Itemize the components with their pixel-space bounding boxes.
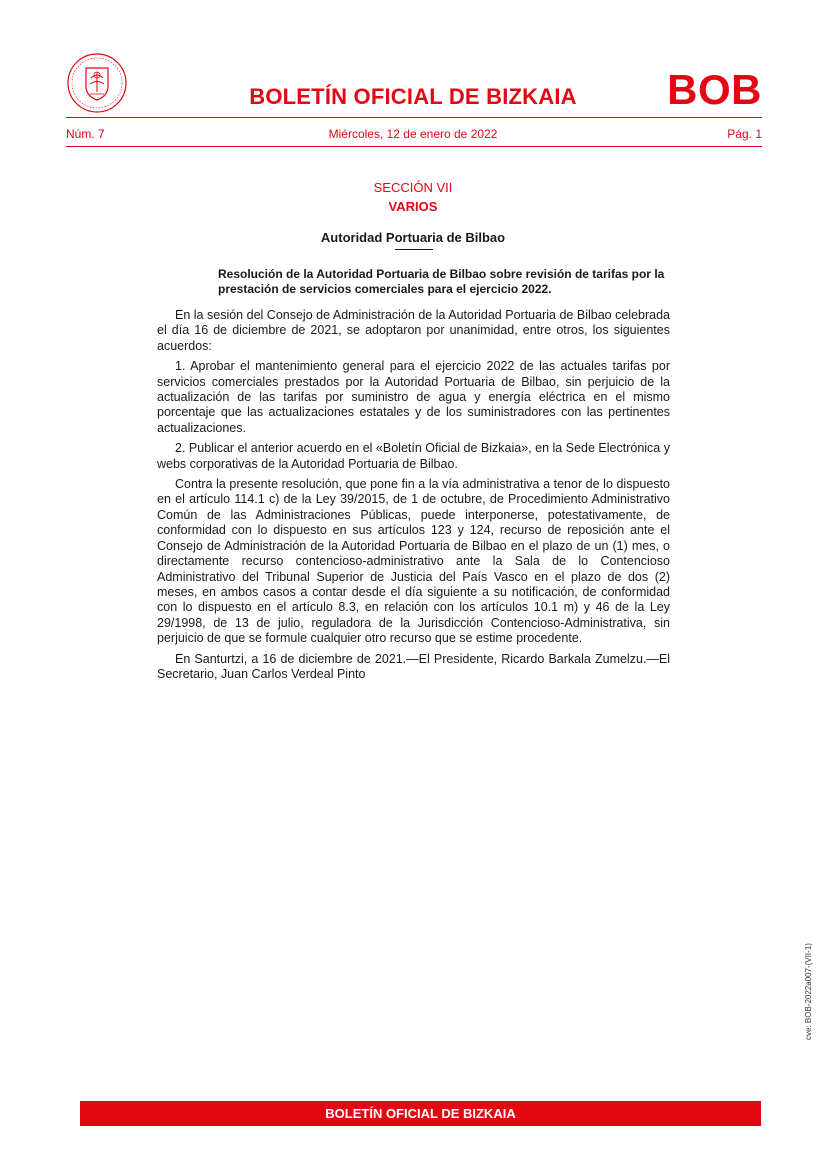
- page-number: Pág. 1: [727, 127, 762, 141]
- bob-logo: BOB: [667, 66, 762, 113]
- body-paragraph: En la sesión del Consejo de Administración de la Autoridad Portuaria de Bilbao celebrada el día 16 de diciembre de 2021, se adoptaron por unanimidad, entre otros, los siguientes acuerdos:: [157, 308, 670, 353]
- footer-bar: BOLETÍN OFICIAL DE BIZKAIA: [80, 1101, 761, 1126]
- header-divider: [66, 117, 762, 118]
- resolution-title: Resolución de la Autoridad Portuaria de Bilbao sobre revisión de tarifas por la prestación de servicios comerciales para el ejercicio 2022.: [218, 267, 665, 296]
- body-paragraph: 1. Aprobar el mantenimiento general para el ejercicio 2022 de las actuales tarifas por servicios comerciales prestados por la Autoridad Portuaria de Bilbao, sin perjuicio de la actualización de las tarifas por suministro de agua y energía eléctrica en el mismo porcentaje que las actualizaciones estatales y de los suministradores con las pertinentes actualizaciones.: [157, 359, 670, 435]
- body-paragraph: En Santurtzi, a 16 de diciembre de 2021.—El Presidente, Ricardo Barkala Zumelzu.—El Secretario, Juan Carlos Verdeal Pinto: [157, 651, 670, 681]
- body-paragraph: Contra la presente resolución, que pone fin a la vía administrativa a tenor de lo dispuesto en el artículo 114.1 c) de la Ley 39/2015, de 1 de octubre, de Procedimiento Administrativo Común de las Administraciones Públicas, puede interponerse, potestativamente, de conformidad con lo dispuesto en sus artículos 123 y 124, recurso de reposición ante el Consejo de Administración de la Autoridad Portuaria de Bilbao en el plazo de un (1) mes, o directamente recurso contencioso-administrativo ante la Sala de lo Contencioso Administrativo del Tribunal Superior de Justicia del País Vasco en el plazo de dos (2) meses, en ambos casos a contar desde el día siguiente a su notificación, de conformidad con lo dispuesto en el artículo 8.3, en relación con los artículos 10.1 m) y 46 de la Ley 29/1998, de 13 de julio, reguladora de la Jurisdicción Contencioso-Administrativa, sin perjuicio de que se formule cualquier otro recurso que se estime procedente.: [157, 477, 670, 646]
- bulletin-title: BOLETÍN OFICIAL DE BIZKAIA: [249, 84, 577, 109]
- cve-code: cve: BOB-2022a007-(VII-1): [804, 943, 813, 1040]
- issue-date: Miércoles, 12 de enero de 2022: [328, 127, 498, 141]
- section-heading: [0, 180, 826, 214]
- issue-number: Núm. 7: [66, 127, 105, 141]
- authority-divider: [395, 249, 433, 250]
- section-title: SECCIÓN VII: [373, 180, 453, 195]
- meta-divider: [66, 146, 762, 147]
- section-subtitle: VARIOS: [388, 199, 438, 214]
- document-body: [157, 308, 670, 687]
- authority-name: Autoridad Portuaria de Bilbao: [320, 230, 506, 245]
- body-paragraph: 2. Publicar el anterior acuerdo en el «Boletín Oficial de Bizkaia», en la Sede Electrónica y webs corporativas de la Autoridad Portuaria de Bilbao.: [157, 441, 670, 471]
